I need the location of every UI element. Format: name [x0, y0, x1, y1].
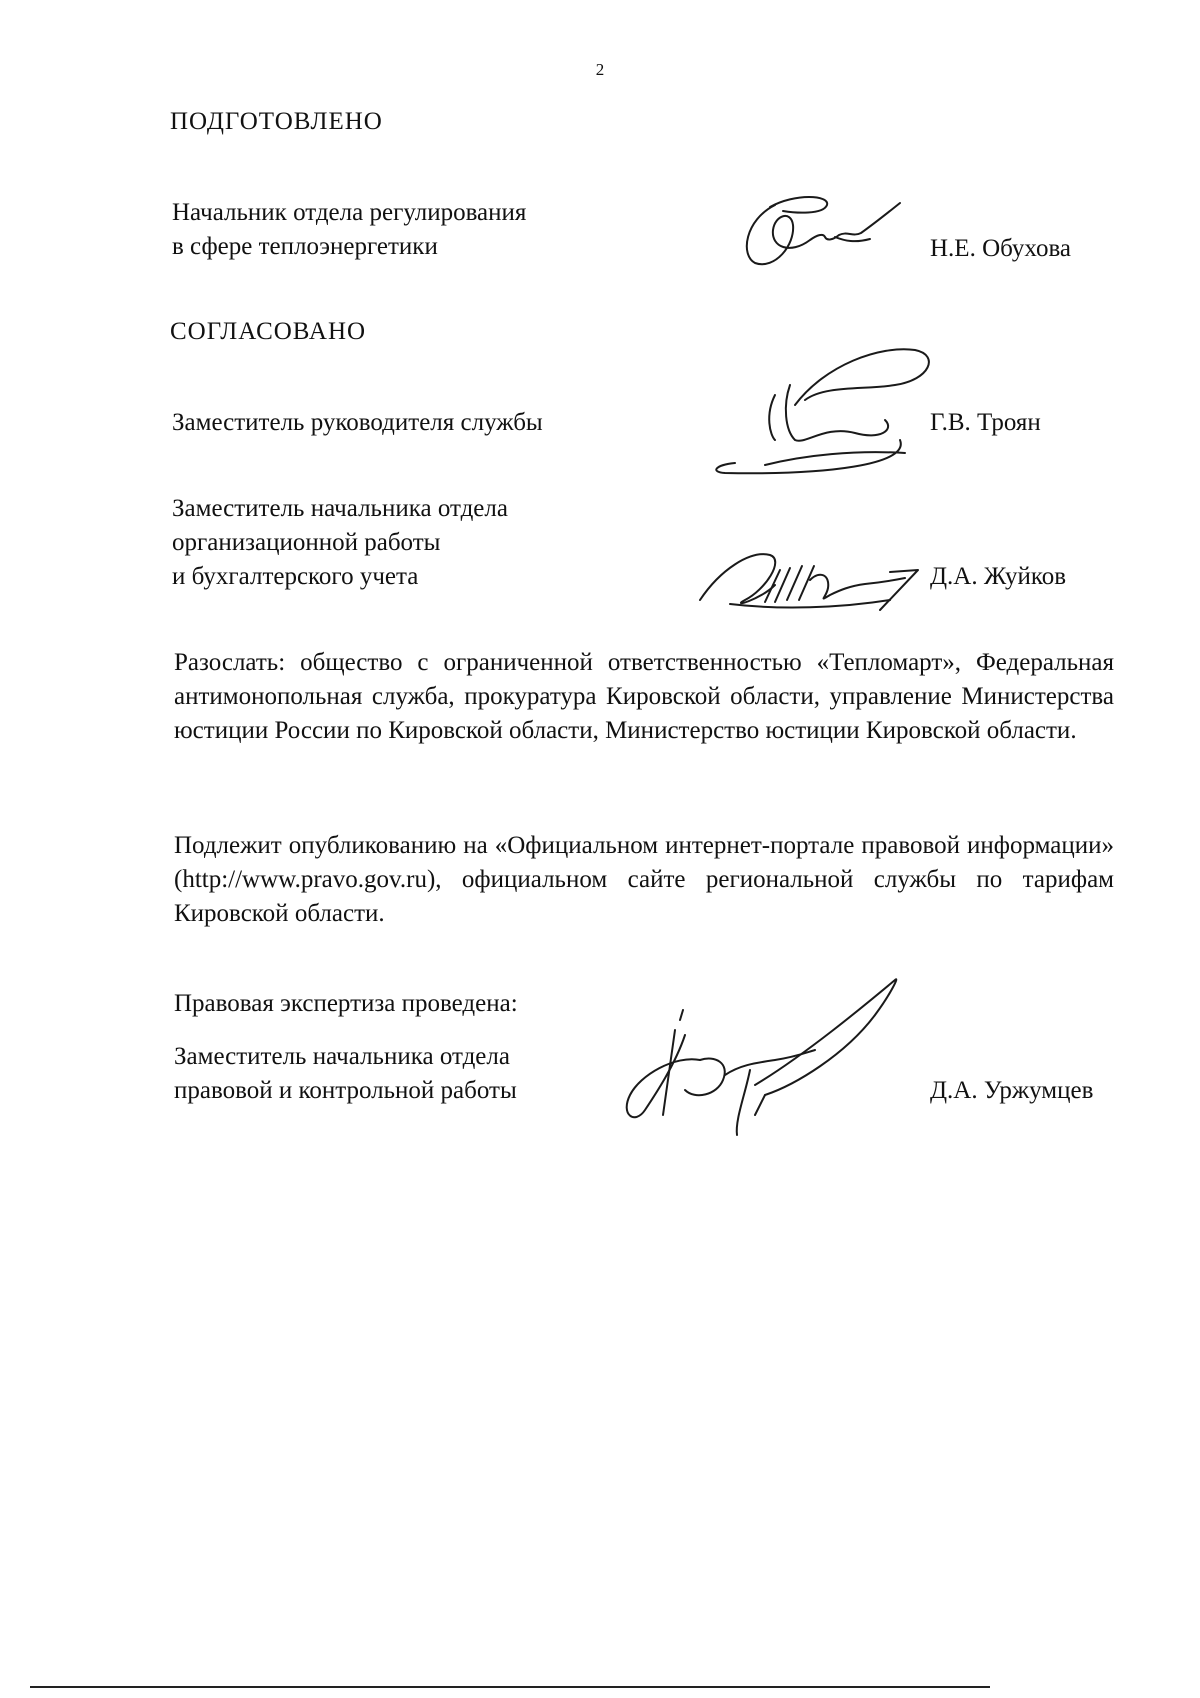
- legal-review-position-line2: правовой и контрольной работы: [174, 1077, 517, 1104]
- agreed-signer1-position: Заместитель руководителя службы: [172, 409, 543, 436]
- legal-review-name: Д.А. Уржумцев: [930, 1077, 1094, 1104]
- legal-review-position-line1: Заместитель начальника отдела: [174, 1043, 510, 1070]
- prepared-position-line1: Начальник отдела регулирования: [172, 199, 527, 226]
- agreed-signer2-name: Д.А. Жуйков: [930, 563, 1067, 590]
- signature-troyan: [705, 345, 935, 485]
- prepared-heading: ПОДГОТОВЛЕНО: [170, 108, 383, 135]
- agreed-signer2-position-line1: Заместитель начальника отдела: [172, 495, 508, 522]
- signature-urzhumtsev: [605, 975, 905, 1145]
- agreed-heading: СОГЛАСОВАНО: [170, 318, 367, 345]
- prepared-name: Н.Е. Обухова: [930, 235, 1072, 262]
- prepared-position-line2: в сфере теплоэнергетики: [172, 233, 438, 260]
- signature-zhuykov: [690, 540, 930, 620]
- distribution-text: Разослать: общество с ограниченной ответственностью «Тепломарт», Федеральная антимонопольная служба, прокуратура Кировской области, управление Министерства юстиции России по Кировской области, Министерство юстиции Кировской области.: [174, 649, 1114, 744]
- bottom-edge-line: [30, 1686, 990, 1688]
- agreed-signer2-position-line2: организационной работы: [172, 529, 441, 556]
- agreed-signer1-name: Г.В. Троян: [930, 409, 1041, 436]
- signature-obukhova: [735, 185, 910, 275]
- agreed-signer2-position-line3: и бухгалтерского учета: [172, 563, 419, 590]
- page-number: 2: [595, 60, 605, 79]
- legal-review-heading: Правовая экспертиза проведена:: [174, 990, 518, 1017]
- publication-text: Подлежит опубликованию на «Официальном интернет-портале правовой информации» (http://www.pravo.gov.ru), официальном сайте региональной службы по тарифам Кировской области.: [174, 832, 1114, 927]
